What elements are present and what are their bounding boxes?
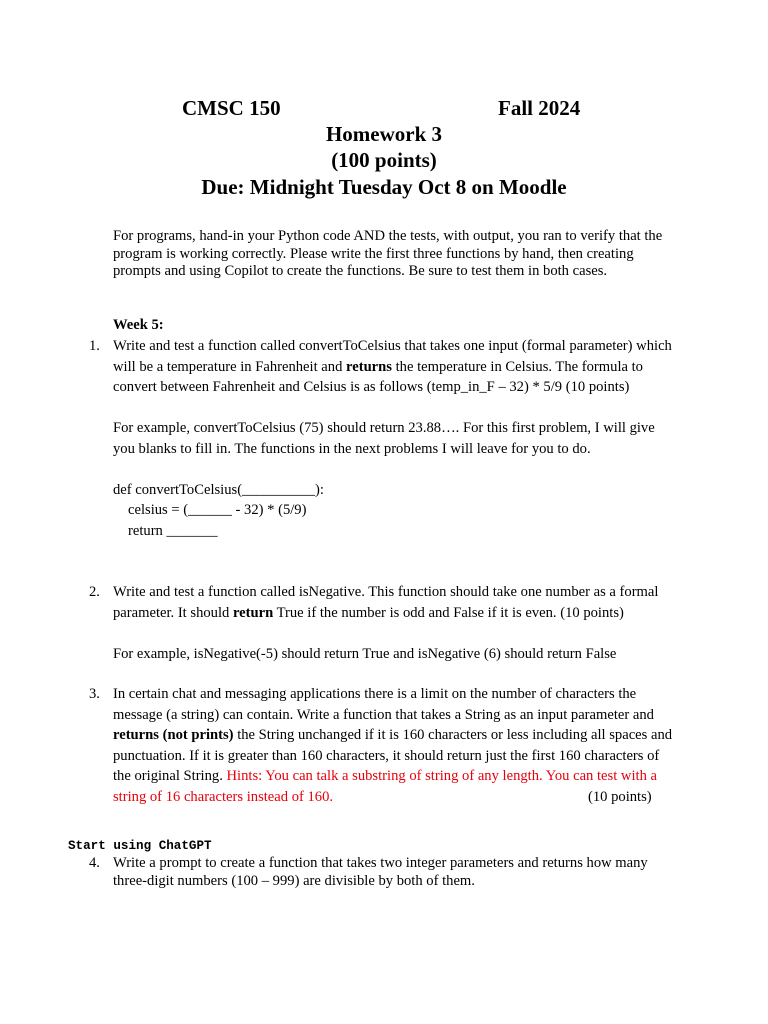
question-text: convert between Fahrenheit and Celsius is as follows (temp_in_F – 32) * 5/9 (10 points) — [113, 379, 630, 395]
code-line: def convertToCelsius(__________): — [113, 481, 324, 498]
question-text: Write and test a function called isNegative. This function should take one number as a formal — [113, 584, 659, 600]
homework-title: Homework 3 — [325, 122, 443, 146]
instructions — [113, 228, 703, 281]
hint-text: Hints: You can talk a substring of string of any length. You can test with a — [226, 768, 657, 784]
question-text: three-digit numbers (100 – 999) are divisible by both of them. — [113, 872, 475, 889]
question-3 — [113, 684, 703, 807]
instructions-line: prompts and using Copilot to create the functions. Be sure to test them in both cases. — [113, 263, 608, 279]
instructions-line: program is working correctly. Please write the first three functions by hand, then creating — [113, 245, 634, 262]
instructions-line: For programs, hand-in your Python code AND the tests, with output, you ran to verify that the — [113, 228, 663, 244]
code-line: celsius = (______ - 32) * (5/9) — [128, 502, 307, 518]
example-text: For example, isNegative(-5) should return True and isNegative (6) should return False — [113, 645, 617, 662]
example-text: For example, convertToCelsius (75) should return 23.88…. For this first problem, I will give — [113, 420, 655, 436]
question-text — [113, 787, 703, 808]
term: Fall 2024 — [498, 96, 581, 120]
question-4 — [113, 855, 703, 890]
question-2 — [113, 582, 703, 664]
emphasis: returns — [346, 358, 392, 375]
hint-text: string of 16 characters instead of 160. — [113, 788, 334, 805]
question-number: 3. — [89, 686, 100, 702]
due-date: Due: Midnight Tuesday Oct 8 on Moodle — [201, 175, 567, 199]
question-text: punctuation. If it is greater than 160 characters, it should return just the first 160 characters of — [113, 747, 660, 764]
question-text: message (a string) can contain. Write a function that takes a String as an input parameter and — [113, 706, 654, 723]
question-number: 4. — [89, 855, 100, 871]
question-text: returns (not prints) the String unchanged if it is 160 characters or less including all spaces and — [113, 727, 673, 743]
example-text: you blanks to fill in. The functions in the next problems I will leave for you to do. — [113, 440, 591, 457]
total-points: (100 points) — [331, 148, 437, 172]
emphasis: return — [232, 604, 274, 621]
question-text: the original String. Hints: You can talk a substring of string of any length. You can test with a — [113, 768, 657, 784]
question-text: parameter. It should return True if the number is odd and False if it is even. (10 points) — [113, 604, 624, 621]
question-number: 1. — [89, 338, 100, 354]
course-code: CMSC 150 — [182, 96, 281, 120]
section-heading-chatgpt: Start using ChatGPT — [68, 839, 212, 853]
section-heading-week5: Week 5: — [113, 317, 164, 333]
question-text: In certain chat and messaging applications there is a limit on the number of characters the — [113, 686, 637, 702]
question-text: Write and test a function called convertToCelsius that takes one input (formal parameter) which — [113, 338, 672, 354]
question-number: 2. — [89, 584, 100, 600]
code-line: return _______ — [128, 522, 218, 539]
question-text: Write a prompt to create a function that takes two integer parameters and returns how many — [113, 855, 648, 871]
points-label: (10 points) — [588, 788, 652, 805]
emphasis: returns (not prints) — [113, 727, 234, 743]
question-text: will be a temperature in Fahrenheit and returns the temperature in Celsius. The formula to — [113, 358, 643, 375]
question-1 — [113, 336, 703, 541]
